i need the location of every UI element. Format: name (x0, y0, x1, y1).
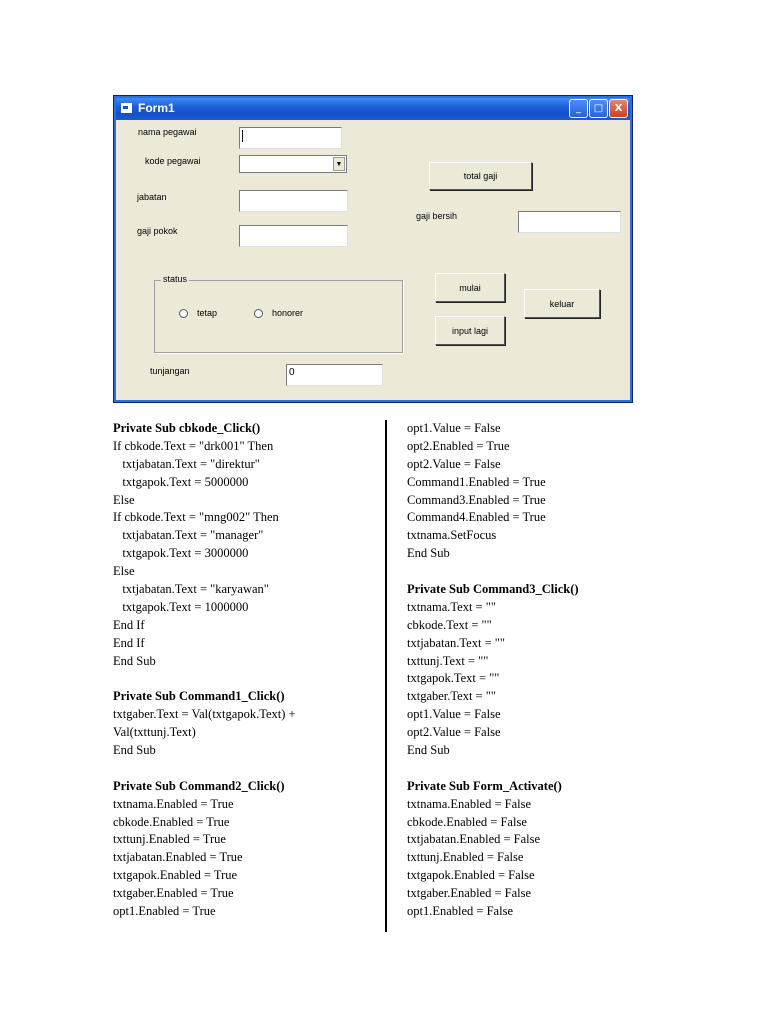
honorer-radio[interactable] (254, 308, 303, 318)
tetap-radio[interactable] (179, 308, 217, 318)
code-line: txtjabatan.Enabled = True (113, 850, 243, 865)
code-line: txtgapok.Text = 5000000 (113, 474, 249, 489)
code-line: txtgaber.Text = "" (407, 689, 496, 704)
code-sub-header: Private Sub Command1_Click() (113, 689, 285, 704)
code-line: txtgapok.Enabled = False (407, 868, 535, 883)
radio-circle-icon (179, 309, 188, 318)
code-line: opt1.Value = False (407, 421, 501, 435)
code-sub-header: Private Sub Command3_Click() (407, 582, 579, 597)
code-line: Else (113, 564, 135, 579)
kode-pegawai-label: kode pegawai (145, 156, 201, 166)
code-line: cbkode.Enabled = True (113, 814, 230, 829)
nama-pegawai-input[interactable] (239, 127, 342, 149)
total-gaji-button[interactable]: total gaji (429, 162, 532, 190)
code-line: txtjabatan.Text = "" (407, 635, 505, 650)
input-lagi-button[interactable]: input lagi (435, 316, 505, 345)
code-line: Command3.Enabled = True (407, 492, 546, 507)
tunjangan-value: 0 (289, 367, 295, 378)
kode-pegawai-combo[interactable] (239, 155, 347, 173)
tunjangan-input[interactable] (286, 364, 383, 386)
status-frame (154, 274, 403, 353)
mulai-button[interactable]: mulai (435, 273, 505, 302)
nama-pegawai-label: nama pegawai (138, 127, 197, 137)
maximize-button[interactable]: □ (589, 99, 608, 118)
code-line: opt1.Enabled = True (113, 904, 216, 919)
code-line: opt1.Value = False (407, 707, 501, 722)
code-line: Val(txttunj.Text) (113, 725, 196, 740)
code-line: txtnama.SetFocus (407, 528, 497, 543)
gaji-pokok-label: gaji pokok (137, 226, 178, 236)
gaji-bersih-input[interactable] (518, 211, 621, 233)
code-line: End Sub (113, 653, 156, 668)
code-sub-header: Private Sub cbkode_Click() (113, 421, 261, 435)
code-line: txttunj.Enabled = True (113, 832, 226, 847)
form-icon (121, 103, 132, 113)
code-line: txtgaber.Enabled = True (113, 886, 234, 901)
radio-circle-icon (254, 309, 263, 318)
gaji-bersih-label: gaji bersih (416, 211, 458, 221)
code-line (407, 563, 579, 581)
code-line (407, 760, 579, 778)
code-line: txtjabatan.Enabled = False (407, 832, 541, 847)
code-line: End If (113, 635, 145, 650)
code-line: End Sub (407, 743, 450, 758)
code-line: opt1.Enabled = False (407, 904, 513, 919)
code-sub-header: Private Sub Form_Activate() (407, 778, 562, 793)
code-line: Command1.Enabled = True (407, 474, 546, 489)
gaji-pokok-input[interactable] (239, 225, 348, 247)
honorer-label: honorer (272, 308, 304, 318)
tunjangan-label: tunjangan (150, 366, 190, 376)
code-line: txtgapok.Text = 3000000 (113, 546, 249, 561)
tetap-label: tetap (197, 308, 218, 318)
code-line: txtnama.Enabled = False (407, 796, 532, 811)
code-line: txtgapok.Text = "" (407, 671, 500, 686)
code-line: cbkode.Enabled = False (407, 814, 527, 829)
jabatan-input[interactable] (239, 190, 348, 212)
code-line: opt2.Value = False (407, 456, 501, 471)
status-label: status (163, 274, 188, 284)
column-divider (385, 420, 387, 932)
code-line: txtnama.Enabled = True (113, 796, 234, 811)
code-line: End Sub (113, 743, 156, 758)
code-line: txtjabatan.Text = "karyawan" (113, 582, 269, 597)
code-line: cbkode.Text = "" (407, 617, 492, 632)
code-line: txtnama.Text = "" (407, 599, 496, 614)
code-line: If cbkode.Text = "mng002" Then (113, 510, 279, 525)
code-line: txtjabatan.Text = "direktur" (113, 456, 260, 471)
code-column-left (113, 420, 296, 921)
title-bar[interactable] (116, 98, 630, 120)
code-line (113, 760, 296, 778)
code-line: opt2.Enabled = True (407, 438, 510, 453)
code-line: txttunj.Enabled = False (407, 850, 524, 865)
code-line: opt2.Value = False (407, 725, 501, 740)
text-caret (242, 130, 243, 142)
form1-window (113, 95, 633, 403)
window-title: Form1 (138, 101, 175, 115)
code-line: Else (113, 492, 135, 507)
jabatan-label: jabatan (137, 192, 167, 202)
code-line: txtgapok.Enabled = True (113, 868, 238, 883)
code-line: If cbkode.Text = "drk001" Then (113, 438, 274, 453)
code-line: End Sub (407, 546, 450, 561)
keluar-button[interactable]: keluar (524, 289, 600, 318)
code-line: End If (113, 617, 145, 632)
code-line: txtgaber.Text = Val(txtgapok.Text) + (113, 707, 296, 722)
code-line: txtgaber.Enabled = False (407, 886, 532, 901)
close-button[interactable]: X (609, 99, 628, 118)
minimize-button[interactable]: _ (569, 99, 588, 118)
code-line: Command4.Enabled = True (407, 510, 546, 525)
code-line (113, 670, 296, 688)
code-line: txtjabatan.Text = "manager" (113, 528, 264, 543)
chevron-down-icon[interactable]: ▼ (333, 157, 345, 171)
code-line: txtgapok.Text = 1000000 (113, 599, 249, 614)
code-column-right (407, 420, 579, 921)
code-line: txttunj.Text = "" (407, 653, 489, 668)
code-sub-header: Private Sub Command2_Click() (113, 778, 285, 793)
